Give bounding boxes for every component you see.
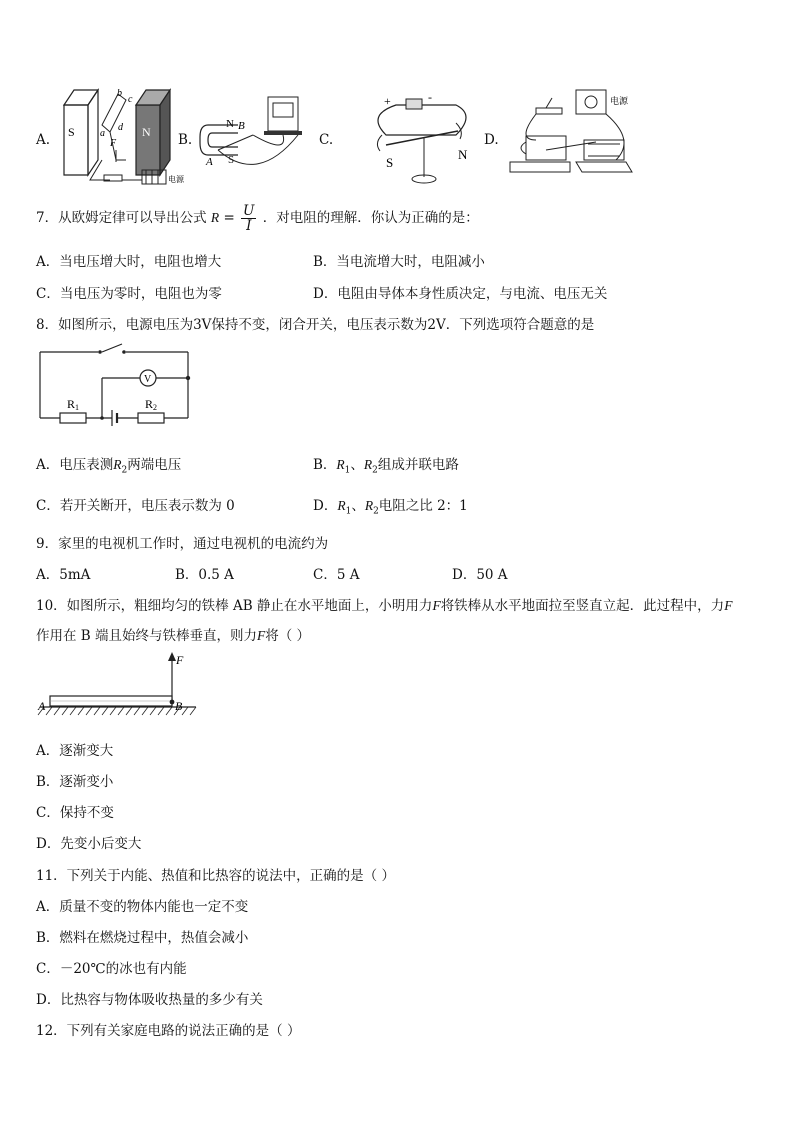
q7-option-c[interactable]: C．当电压为零时，电阻也为零 xyxy=(36,286,222,302)
q6-figure-b xyxy=(198,95,308,185)
svg-text:R: R xyxy=(67,397,76,411)
q8-option-b[interactable]: B．$R_1$、$R_2$组成并联电路 xyxy=(313,457,459,476)
q10-stem-line2: 作用在 B 端且始终与铁棒垂直，则力F将（ ） xyxy=(36,628,311,644)
svg-text:电源: 电源 xyxy=(610,96,629,106)
q11-stem: 11．下列关于内能、热值和比热容的说法中，正确的是（ ） xyxy=(36,868,395,884)
q9-stem: 9．家里的电视机工作时，通过电视机的电流约为 xyxy=(36,536,329,552)
q9-option-a[interactable]: A．5mA xyxy=(36,567,91,583)
svg-text:F: F xyxy=(110,138,117,149)
svg-text:A: A xyxy=(38,699,46,713)
q8-option-a[interactable]: A．电压表测$R_2$两端电压 xyxy=(36,457,182,476)
svg-text:d: d xyxy=(118,122,123,133)
svg-text:b: b xyxy=(117,88,122,99)
svg-text:-: - xyxy=(428,90,432,104)
svg-text:2: 2 xyxy=(153,403,157,412)
q11-option-d[interactable]: D．比热容与物体吸收热量的多少有关 xyxy=(36,992,263,1008)
svg-text:c: c xyxy=(128,94,133,105)
svg-text:N: N xyxy=(458,147,468,162)
q7-option-a[interactable]: A．当电压增大时，电阻也增大 xyxy=(36,254,222,270)
q10-option-d[interactable]: D．先变小后变大 xyxy=(36,836,142,852)
svg-text:N: N xyxy=(226,118,234,130)
q6-figure-c xyxy=(366,85,476,190)
q6-option-c-label: C. xyxy=(319,132,334,148)
q11-option-a[interactable]: A．质量不变的物体内能也一定不变 xyxy=(36,899,249,915)
q10-option-a[interactable]: A．逐渐变大 xyxy=(36,743,114,759)
svg-text:V: V xyxy=(144,374,152,385)
svg-text:S: S xyxy=(228,154,235,166)
svg-text:1: 1 xyxy=(75,403,79,412)
q8-option-d[interactable]: D．$R_1$、$R_2$电阻之比 2：1 xyxy=(313,498,468,517)
q8-stem: 8．如图所示，电源电压为3V保持不变，闭合开关，电压表示数为2V．下列选项符合题意的是 xyxy=(36,317,595,333)
svg-text:B: B xyxy=(175,699,183,713)
svg-text:S: S xyxy=(68,125,75,139)
q12-stem: 12．下列有关家庭电路的说法正确的是（ ） xyxy=(36,1023,301,1039)
q9-option-c[interactable]: C．5 A xyxy=(313,567,360,583)
q11-option-b[interactable]: B．燃料在燃烧过程中，热值会减小 xyxy=(36,930,249,946)
svg-text:F: F xyxy=(176,653,184,667)
q6-figure-a xyxy=(60,80,184,195)
ohm-formula-fraction: $\frac{U}{I}$ xyxy=(243,203,255,234)
q6-option-d-label: D. xyxy=(484,132,499,148)
q8-circuit-diagram xyxy=(36,340,196,430)
svg-text:a: a xyxy=(100,128,105,139)
q8-option-c[interactable]: C．若开关断开，电压表示数为 0 xyxy=(36,498,235,514)
q10-option-b[interactable]: B．逐渐变小 xyxy=(36,774,114,790)
q10-rod-diagram xyxy=(36,650,206,725)
svg-text:R: R xyxy=(145,397,154,411)
q10-option-c[interactable]: C．保持不变 xyxy=(36,805,114,821)
q6-option-b-label: B. xyxy=(178,132,193,148)
svg-text:B: B xyxy=(238,120,245,132)
q7-option-b[interactable]: B．当电流增大时，电阻减小 xyxy=(313,254,485,270)
svg-text:电源: 电源 xyxy=(168,175,184,184)
svg-text:A: A xyxy=(206,156,213,168)
q7-stem: 7．从欧姆定律可以导出公式 R = $\frac{U}{I}$ ．对电阻的理解．你认为正确的是： xyxy=(36,203,479,234)
q7-option-d[interactable]: D．电阻由导体本身性质决定，与电流、电压无关 xyxy=(313,286,608,302)
q10-stem-line1: 10．如图所示，粗细均匀的铁棒 AB 静止在水平地面上，小明用力F将铁棒从水平地面拉至竖直立起．此过程中，力F xyxy=(36,598,733,614)
q9-option-d[interactable]: D．50 A xyxy=(452,567,508,583)
q6-option-a-label: A. xyxy=(36,132,51,148)
q6-figure-row xyxy=(36,80,756,195)
q6-figure-d xyxy=(506,80,646,190)
svg-text:N: N xyxy=(142,125,151,139)
q9-option-b[interactable]: B．0.5 A xyxy=(175,567,234,583)
svg-text:+: + xyxy=(384,94,391,108)
svg-text:S: S xyxy=(386,155,394,170)
q11-option-c[interactable]: C．－20℃的冰也有内能 xyxy=(36,961,187,977)
